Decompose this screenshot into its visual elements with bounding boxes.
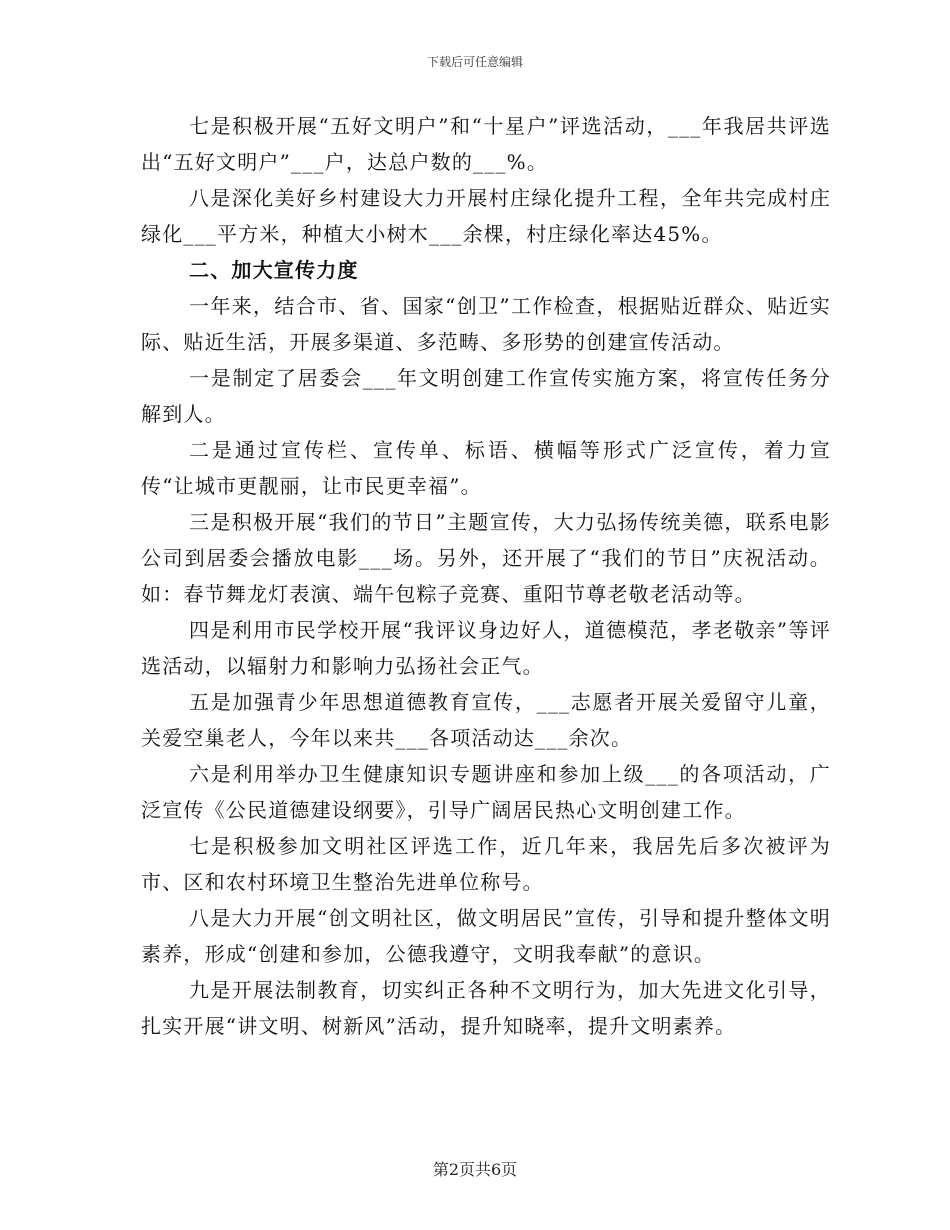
- paragraph-8: 五是加强青少年思想道德教育宣传，___志愿者开展关爱留守儿童，关爱空巢老人，今年以来共___各项活动达___余次。: [141, 690, 831, 750]
- section-heading: 二、加大宣传力度: [189, 258, 359, 282]
- paragraph-1: 七是积极开展“五好文明户”和“十星户”评选活动，___年我居共评选出“五好文明户”___户，达总户数的___%。: [141, 114, 831, 174]
- paragraph-11: 八是大力开展“创文明社区，做文明居民”宣传，引导和提升整体文明素养，形成“创建和参加，公德我遵守，文明我奉献”的意识。: [141, 906, 831, 966]
- paragraph-9: 六是利用举办卫生健康知识专题讲座和参加上级___的各项活动，广泛宣传《公民道德建设纲要》，引导广阔居民热心文明创建工作。: [141, 762, 831, 822]
- paragraph-2: 八是深化美好乡村建设大力开展村庄绿化提升工程，全年共完成村庄绿化___平方米，种植大小树木___余棵，村庄绿化率达45%。: [141, 186, 831, 246]
- document-body: [141, 108, 831, 1044]
- paragraph-5: 二是通过宣传栏、宣传单、标语、横幅等形式广泛宣传，着力宣传“让城市更靓丽，让市民更幸福”。: [141, 438, 831, 498]
- page-number: 第2页共6页: [432, 1160, 518, 1179]
- paragraph-12: 九是开展法制教育，切实纠正各种不文明行为，加大先进文化引导，扎实开展“讲文明、树新风”活动，提升知晓率，提升文明素养。: [141, 978, 831, 1038]
- paragraph-6: 三是积极开展“我们的节日”主题宣传，大力弘扬传统美德，联系电影公司到居委会播放电影___场。另外，还开展了“我们的节日”庆祝活动。如：春节舞龙灯表演、端午包粽子竞赛、重阳节尊老敬老活动等。: [141, 510, 831, 606]
- paragraph-10: 七是积极参加文明社区评选工作，近几年来，我居先后多次被评为市、区和农村环境卫生整治先进单位称号。: [141, 834, 831, 894]
- paragraph-3: 一年来，结合市、省、国家“创卫”工作检查，根据贴近群众、贴近实际、贴近生活，开展多渠道、多范畴、多形势的创建宣传活动。: [141, 294, 831, 354]
- page-header-note: 下载后可任意编辑: [426, 55, 523, 69]
- paragraph-7: 四是利用市民学校开展“我评议身边好人，道德模范，孝老敬亲”等评选活动，以辐射力和影响力弘扬社会正气。: [141, 618, 831, 678]
- paragraph-4: 一是制定了居委会___年文明创建工作宣传实施方案，将宣传任务分解到人。: [141, 366, 831, 426]
